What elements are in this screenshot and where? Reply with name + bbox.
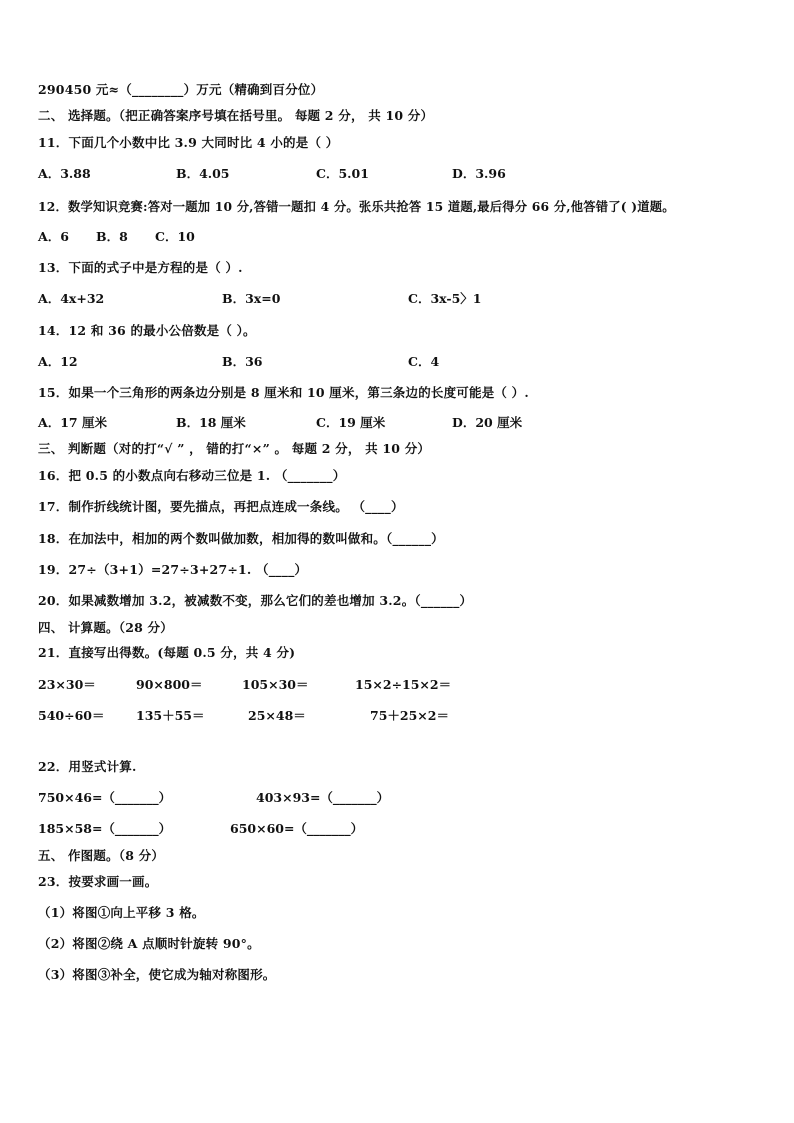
option-c: C．5.01	[316, 166, 369, 181]
option-b: B．8	[96, 229, 128, 244]
calc-item: 403×93=（_______）	[256, 790, 390, 805]
calc-item: 185×58=（_______）	[38, 821, 172, 836]
calc-item: 540÷60＝	[38, 708, 105, 723]
question-23-part-3: （3）将图③补全，使它成为轴对称图形。	[38, 967, 276, 982]
option-d: D．3.96	[452, 166, 506, 181]
option-a: A．17 厘米	[38, 415, 107, 430]
option-b: B．3x=0	[222, 291, 281, 306]
question-11: 11．下面几个小数中比 3.9 大同时比 4 小的是（ ）	[38, 135, 339, 150]
section-2-heading: 二、 选择题。（把正确答案序号填在括号里。 每题 2 分， 共 10 分）	[38, 108, 434, 123]
question-19: 19．27÷（3+1）=27÷3+27÷1. （____）	[38, 562, 308, 577]
option-c: C．19 厘米	[316, 415, 386, 430]
calc-item: 23×30＝	[38, 677, 96, 692]
question-13: 13．下面的式子中是方程的是（ ）.	[38, 260, 243, 275]
calc-item: 15×2÷15×2＝	[355, 677, 452, 692]
section-3-heading: 三、 判断题（对的打“√ ” ， 错的打“×” 。 每题 2 分， 共 10 分）	[38, 441, 431, 456]
question-21: 21．直接写出得数。(每题 0.5 分，共 4 分)	[38, 645, 296, 660]
calc-item: 25×48＝	[248, 708, 306, 723]
section-5-heading: 五、 作图题。（8 分）	[38, 848, 165, 863]
calc-item: 105×30＝	[242, 677, 309, 692]
calc-item: 135＋55＝	[136, 708, 205, 723]
question-23: 23．按要求画一画。	[38, 874, 158, 889]
question-18: 18．在加法中，相加的两个数叫做加数，相加得的数叫做和。（______）	[38, 531, 444, 546]
option-a: A．3.88	[38, 166, 91, 181]
calc-item: 750×46=（_______）	[38, 790, 172, 805]
calc-item: 90×800＝	[136, 677, 203, 692]
question-16: 16．把 0.5 的小数点向右移动三位是 1. （_______）	[38, 468, 346, 483]
question-14: 14．12 和 36 的最小公倍数是（ ）。	[38, 323, 256, 338]
option-a: A．12	[38, 354, 78, 369]
option-b: B．36	[222, 354, 263, 369]
question-17: 17．制作折线统计图，要先描点，再把点连成一条线。 （____）	[38, 499, 404, 514]
question-20: 20．如果减数增加 3.2，被减数不变，那么它们的差也增加 3.2。（______）	[38, 593, 473, 608]
question-23-part-1: （1）将图①向上平移 3 格。	[38, 905, 205, 920]
section-4-heading: 四、 计算题。（28 分）	[38, 620, 173, 635]
question-23-part-2: （2）将图②绕 A 点顺时针旋转 90°。	[38, 936, 260, 951]
option-b: B．4.05	[176, 166, 230, 181]
option-c: C．4	[408, 354, 440, 369]
option-c: C．3x-5〉1	[408, 291, 482, 306]
option-a: A．4x+32	[38, 291, 105, 306]
calc-item: 650×60=（_______）	[230, 821, 364, 836]
option-a: A．6	[38, 229, 69, 244]
question-10: 290450 元≈（________）万元（精确到百分位）	[38, 82, 324, 97]
question-15: 15．如果一个三角形的两条边分别是 8 厘米和 10 厘米，第三条边的长度可能是（ ）.	[38, 385, 529, 400]
option-c: C．10	[155, 229, 195, 244]
question-12: 12．数学知识竞赛:答对一题加 10 分,答错一题扣 4 分。张乐共抢答 15 道题,最后得分 66 分,他答错了( )道题。	[38, 199, 675, 214]
calc-item: 75＋25×2＝	[370, 708, 449, 723]
question-22: 22．用竖式计算.	[38, 759, 137, 774]
option-b: B．18 厘米	[176, 415, 246, 430]
option-d: D．20 厘米	[452, 415, 523, 430]
